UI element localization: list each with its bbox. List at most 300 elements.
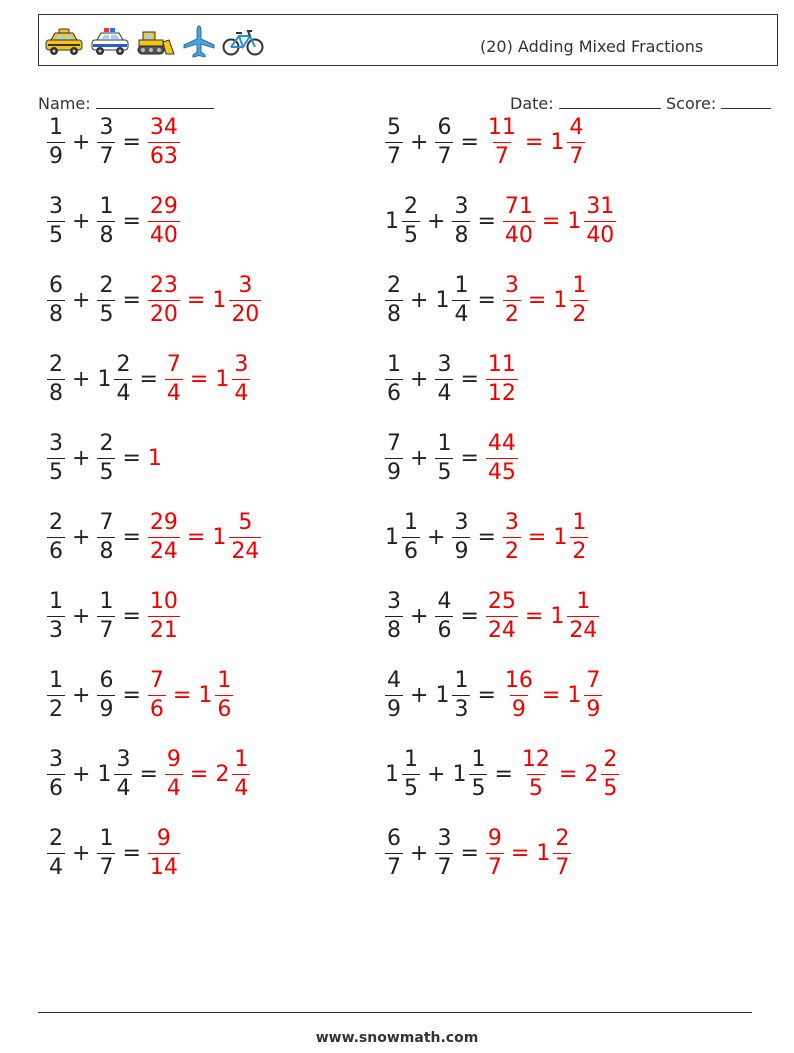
answer-fraction xyxy=(148,114,180,169)
equals-sign: = xyxy=(189,761,209,787)
denominator: 20 xyxy=(231,301,260,327)
numerator: 29 xyxy=(149,509,178,535)
plus-sign: + xyxy=(410,366,429,392)
denominator: 7 xyxy=(555,854,570,880)
numerator: 3 xyxy=(238,272,253,298)
numerator: 1 xyxy=(99,588,114,614)
numerator: 5 xyxy=(238,509,253,535)
numerator: 6 xyxy=(387,825,401,851)
denominator: 9 xyxy=(511,696,526,722)
whole-number: 1 xyxy=(97,761,112,787)
denominator: 4 xyxy=(454,301,469,327)
denominator: 2 xyxy=(572,301,587,327)
equals-sign: = xyxy=(122,287,141,313)
answer-fraction xyxy=(215,667,233,722)
fraction xyxy=(402,193,420,248)
date-blank[interactable] xyxy=(559,94,661,109)
answer-fraction xyxy=(486,588,518,643)
numerator: 3 xyxy=(437,351,452,377)
equals-sign: = xyxy=(524,129,544,155)
denominator: 8 xyxy=(387,301,401,327)
numerator: 31 xyxy=(586,193,615,219)
answer-fraction xyxy=(165,351,183,406)
denominator: 40 xyxy=(149,222,178,248)
equals-sign: = xyxy=(477,682,496,708)
denominator: 24 xyxy=(149,538,178,564)
numerator: 34 xyxy=(149,114,178,140)
problem-item xyxy=(46,742,251,806)
denominator: 24 xyxy=(231,538,260,564)
numerator: 1 xyxy=(234,746,249,772)
numerator: 11 xyxy=(487,114,516,140)
plus-sign: + xyxy=(410,129,429,155)
numerator: 7 xyxy=(387,430,401,456)
equals-sign: = xyxy=(122,840,141,866)
problem-item xyxy=(384,110,586,174)
numerator: 3 xyxy=(49,193,63,219)
answer-whole: 1 xyxy=(550,129,565,155)
equals-sign: = xyxy=(122,208,141,234)
numerator: 2 xyxy=(49,351,63,377)
numerator: 2 xyxy=(603,746,618,772)
denominator: 2 xyxy=(572,538,587,564)
whole-number: 1 xyxy=(435,682,450,708)
equals-sign: = xyxy=(139,761,158,787)
numerator: 7 xyxy=(586,667,601,693)
numerator: 6 xyxy=(99,667,114,693)
problem-item xyxy=(46,268,262,332)
denominator: 6 xyxy=(437,617,452,643)
whole-number: 1 xyxy=(452,761,467,787)
numerator: 2 xyxy=(49,509,63,535)
plus-sign: + xyxy=(72,682,91,708)
numerator: 1 xyxy=(217,667,232,693)
equals-sign: = xyxy=(524,603,544,629)
answer-fraction xyxy=(148,509,180,564)
problem-item xyxy=(384,742,620,806)
numerator: 1 xyxy=(437,430,452,456)
fraction xyxy=(47,351,65,406)
denominator: 4 xyxy=(166,380,181,406)
denominator: 24 xyxy=(487,617,516,643)
denominator: 5 xyxy=(99,301,114,327)
answer-fraction xyxy=(486,114,518,169)
numerator: 2 xyxy=(49,825,63,851)
denominator: 7 xyxy=(494,143,509,169)
bulldozer-icon xyxy=(135,26,177,58)
fraction xyxy=(97,193,115,248)
footer-divider xyxy=(38,1012,752,1013)
numerator: 1 xyxy=(576,588,591,614)
denominator: 12 xyxy=(487,380,516,406)
fraction xyxy=(435,825,453,880)
equals-sign: = xyxy=(460,840,479,866)
numerator: 11 xyxy=(487,351,516,377)
numerator: 1 xyxy=(454,667,469,693)
worksheet-header xyxy=(38,14,778,66)
numerator: 5 xyxy=(387,114,401,140)
denominator: 21 xyxy=(149,617,178,643)
airplane-icon xyxy=(181,24,217,60)
denominator: 4 xyxy=(116,775,131,801)
answer-fraction xyxy=(503,667,535,722)
numerator: 25 xyxy=(487,588,516,614)
header-icons xyxy=(43,24,265,60)
equals-sign: = xyxy=(122,524,141,550)
name-blank[interactable] xyxy=(96,94,214,109)
whole-number: 1 xyxy=(435,287,450,313)
whole-number: 1 xyxy=(385,761,399,787)
answer-fraction xyxy=(486,351,518,406)
police-car-icon xyxy=(89,26,131,58)
equals-sign: = xyxy=(186,524,206,550)
answer-fraction xyxy=(567,114,585,169)
fraction xyxy=(385,588,403,643)
equals-sign: = xyxy=(541,208,561,234)
answer-whole: 2 xyxy=(584,761,599,787)
answer-fraction xyxy=(503,272,521,327)
equals-sign: = xyxy=(460,366,479,392)
denominator: 9 xyxy=(49,143,63,169)
denominator: 5 xyxy=(437,459,452,485)
answer-fraction xyxy=(584,193,616,248)
problem-item xyxy=(46,505,262,569)
denominator: 9 xyxy=(387,696,401,722)
problem-item xyxy=(46,110,181,174)
plus-sign: + xyxy=(72,208,91,234)
numerator: 2 xyxy=(99,272,114,298)
name-label: Name: xyxy=(38,94,91,113)
equals-sign: = xyxy=(172,682,192,708)
answer-fraction xyxy=(486,430,518,485)
problem-item xyxy=(384,426,519,490)
problem-item xyxy=(384,584,600,648)
fraction xyxy=(47,746,65,801)
denominator: 9 xyxy=(454,538,469,564)
numerator: 7 xyxy=(166,351,181,377)
equals-sign: = xyxy=(189,366,209,392)
plus-sign: + xyxy=(410,445,429,471)
taxi-icon xyxy=(43,26,85,58)
denominator: 8 xyxy=(387,617,401,643)
plus-sign: + xyxy=(72,366,91,392)
denominator: 6 xyxy=(49,775,63,801)
answer-fraction xyxy=(148,588,180,643)
fraction xyxy=(47,430,65,485)
denominator: 2 xyxy=(504,538,519,564)
fraction xyxy=(97,509,115,564)
answer-whole: 1 xyxy=(553,287,568,313)
answer-whole: 1 xyxy=(212,287,227,313)
equals-sign: = xyxy=(477,287,496,313)
denominator: 4 xyxy=(437,380,452,406)
whole-number: 1 xyxy=(385,524,399,550)
fraction xyxy=(385,825,403,880)
numerator: 1 xyxy=(572,272,587,298)
answer-fraction xyxy=(567,588,599,643)
answer-whole: 1 xyxy=(198,682,213,708)
numerator: 3 xyxy=(234,351,249,377)
equals-sign: = xyxy=(122,445,141,471)
answer-fraction xyxy=(229,509,261,564)
fraction xyxy=(385,430,403,485)
numerator: 29 xyxy=(149,193,178,219)
denominator: 63 xyxy=(149,143,178,169)
answer-whole: 2 xyxy=(215,761,230,787)
plus-sign: + xyxy=(427,208,446,234)
numerator: 4 xyxy=(437,588,452,614)
plus-sign: + xyxy=(72,287,91,313)
denominator: 8 xyxy=(99,222,114,248)
whole-number: 1 xyxy=(385,208,399,234)
numerator: 3 xyxy=(49,746,63,772)
equals-sign: = xyxy=(122,129,141,155)
equals-sign: = xyxy=(460,129,479,155)
numerator: 3 xyxy=(49,430,63,456)
equals-sign: = xyxy=(558,761,578,787)
numerator: 10 xyxy=(149,588,178,614)
numerator: 1 xyxy=(572,509,587,535)
equals-sign: = xyxy=(122,682,141,708)
plus-sign: + xyxy=(427,524,446,550)
denominator: 6 xyxy=(49,538,63,564)
denominator: 5 xyxy=(49,222,63,248)
problem-item xyxy=(46,426,164,490)
plus-sign: + xyxy=(72,524,91,550)
fraction xyxy=(435,430,453,485)
denominator: 7 xyxy=(387,143,401,169)
denominator: 4 xyxy=(49,854,63,880)
numerator: 2 xyxy=(116,351,131,377)
answer-fraction xyxy=(148,667,166,722)
numerator: 7 xyxy=(149,667,164,693)
problem-item xyxy=(46,821,181,885)
numerator: 1 xyxy=(49,667,63,693)
worksheet-title: (20) Adding Mixed Fractions xyxy=(480,37,704,56)
answer-fraction xyxy=(232,351,250,406)
answer-whole: 1 xyxy=(567,208,582,234)
denominator: 3 xyxy=(454,696,469,722)
bicycle-icon xyxy=(221,26,265,58)
footer-site: www.snowmath.com xyxy=(315,1030,479,1046)
answer-fraction xyxy=(165,746,183,801)
fraction xyxy=(452,193,470,248)
fraction xyxy=(402,746,420,801)
fraction xyxy=(385,272,403,327)
denominator: 40 xyxy=(504,222,533,248)
denominator: 5 xyxy=(49,459,63,485)
numerator: 6 xyxy=(49,272,63,298)
plus-sign: + xyxy=(410,840,429,866)
answer-fraction xyxy=(148,193,180,248)
denominator: 6 xyxy=(387,380,401,406)
denominator: 4 xyxy=(166,775,181,801)
plus-sign: + xyxy=(410,603,429,629)
answer-whole: 1 xyxy=(553,524,568,550)
denominator: 4 xyxy=(116,380,131,406)
answer-fraction xyxy=(584,667,602,722)
numerator: 1 xyxy=(471,746,486,772)
numerator: 16 xyxy=(504,667,533,693)
fraction xyxy=(97,114,115,169)
equals-sign: = xyxy=(477,524,496,550)
numerator: 2 xyxy=(387,272,401,298)
problem-item xyxy=(384,663,603,727)
score-field[interactable] xyxy=(666,94,771,113)
equals-sign: = xyxy=(122,603,141,629)
answer-fraction xyxy=(486,825,504,880)
equals-sign: = xyxy=(527,287,547,313)
fraction xyxy=(97,588,115,643)
equals-sign: = xyxy=(494,761,513,787)
denominator: 7 xyxy=(99,617,114,643)
numerator: 12 xyxy=(521,746,550,772)
denominator: 4 xyxy=(234,380,249,406)
problem-item xyxy=(384,505,589,569)
numerator: 3 xyxy=(504,272,519,298)
numerator: 3 xyxy=(116,746,131,772)
fraction xyxy=(47,114,65,169)
denominator: 2 xyxy=(504,301,519,327)
answer-whole: 1 xyxy=(550,603,565,629)
equals-sign: = xyxy=(541,682,561,708)
fraction xyxy=(114,351,132,406)
answer-whole: 1 xyxy=(536,840,551,866)
denominator: 24 xyxy=(569,617,598,643)
equals-sign: = xyxy=(460,603,479,629)
fraction xyxy=(114,746,132,801)
answer-fraction xyxy=(601,746,619,801)
denominator: 14 xyxy=(149,854,178,880)
whole-number: 1 xyxy=(97,366,112,392)
numerator: 1 xyxy=(387,351,401,377)
answer-fraction xyxy=(570,509,588,564)
denominator: 5 xyxy=(528,775,543,801)
problem-item xyxy=(46,584,181,648)
denominator: 8 xyxy=(454,222,469,248)
denominator: 3 xyxy=(49,617,63,643)
denominator: 6 xyxy=(149,696,164,722)
fraction xyxy=(402,509,420,564)
fraction xyxy=(469,746,487,801)
fraction xyxy=(385,351,403,406)
numerator: 1 xyxy=(454,272,469,298)
numerator: 3 xyxy=(504,509,519,535)
numerator: 9 xyxy=(166,746,181,772)
denominator: 5 xyxy=(404,222,418,248)
date-label: Date: xyxy=(510,94,554,113)
fraction xyxy=(435,588,453,643)
numerator: 7 xyxy=(99,509,114,535)
denominator: 7 xyxy=(437,854,452,880)
numerator: 9 xyxy=(487,825,502,851)
numerator: 1 xyxy=(99,825,114,851)
numerator: 1 xyxy=(404,509,418,535)
problem-item xyxy=(384,189,617,253)
denominator: 40 xyxy=(586,222,615,248)
problem-item xyxy=(384,347,519,411)
fraction xyxy=(47,272,65,327)
answer-fraction xyxy=(503,193,535,248)
fraction xyxy=(452,272,470,327)
answer-fraction xyxy=(553,825,571,880)
problem-item xyxy=(46,663,234,727)
denominator: 8 xyxy=(49,380,63,406)
fraction xyxy=(435,114,453,169)
plus-sign: + xyxy=(72,761,91,787)
denominator: 9 xyxy=(387,459,401,485)
denominator: 7 xyxy=(99,143,114,169)
numerator: 71 xyxy=(504,193,533,219)
fraction xyxy=(97,272,115,327)
denominator: 45 xyxy=(487,459,516,485)
fraction xyxy=(47,588,65,643)
plus-sign: + xyxy=(72,840,91,866)
problem-item xyxy=(384,268,589,332)
fraction xyxy=(97,430,115,485)
answer-fraction xyxy=(520,746,552,801)
denominator: 9 xyxy=(586,696,601,722)
denominator: 2 xyxy=(49,696,63,722)
numerator: 44 xyxy=(487,430,516,456)
denominator: 5 xyxy=(471,775,486,801)
fraction xyxy=(47,667,65,722)
fraction xyxy=(47,509,65,564)
answer-whole: 1 xyxy=(147,445,162,471)
answer-fraction xyxy=(232,746,250,801)
numerator: 3 xyxy=(99,114,114,140)
score-label: Score: xyxy=(666,94,717,113)
denominator: 9 xyxy=(99,696,114,722)
plus-sign: + xyxy=(72,445,91,471)
score-blank[interactable] xyxy=(721,94,771,109)
denominator: 6 xyxy=(217,696,232,722)
denominator: 4 xyxy=(234,775,249,801)
numerator: 1 xyxy=(49,114,63,140)
equals-sign: = xyxy=(477,208,496,234)
answer-whole: 1 xyxy=(215,366,230,392)
denominator: 5 xyxy=(603,775,618,801)
denominator: 5 xyxy=(99,459,114,485)
numerator: 3 xyxy=(387,588,401,614)
equals-sign: = xyxy=(139,366,158,392)
fraction xyxy=(97,825,115,880)
numerator: 6 xyxy=(437,114,452,140)
denominator: 5 xyxy=(404,775,418,801)
answer-fraction xyxy=(148,272,180,327)
problem-item xyxy=(46,189,181,253)
plus-sign: + xyxy=(427,761,446,787)
fraction xyxy=(452,667,470,722)
numerator: 2 xyxy=(99,430,114,456)
numerator: 1 xyxy=(49,588,63,614)
fraction xyxy=(452,509,470,564)
numerator: 3 xyxy=(437,825,452,851)
fraction xyxy=(97,667,115,722)
numerator: 3 xyxy=(454,193,469,219)
denominator: 7 xyxy=(99,854,114,880)
problem-item xyxy=(46,347,251,411)
numerator: 2 xyxy=(404,193,418,219)
denominator: 7 xyxy=(487,854,502,880)
fraction xyxy=(385,667,403,722)
plus-sign: + xyxy=(72,603,91,629)
equals-sign: = xyxy=(460,445,479,471)
equals-sign: = xyxy=(527,524,547,550)
plus-sign: + xyxy=(410,682,429,708)
numerator: 23 xyxy=(149,272,178,298)
denominator: 8 xyxy=(49,301,63,327)
